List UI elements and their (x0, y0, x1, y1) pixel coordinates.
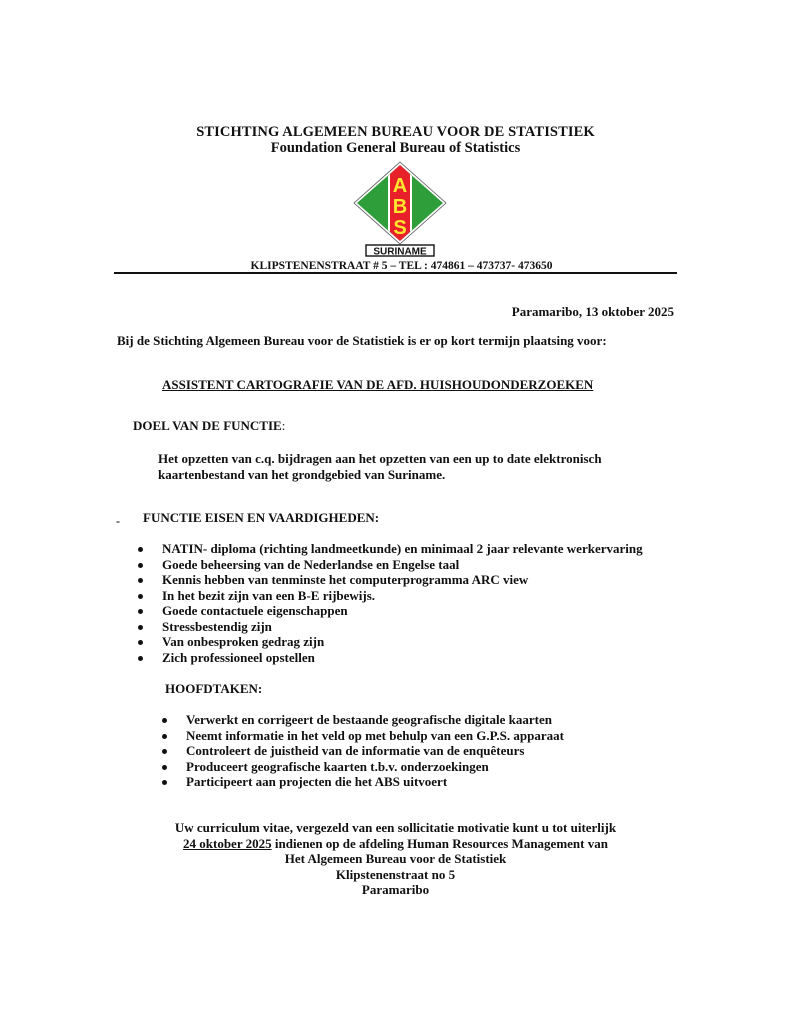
bullet-icon (162, 749, 167, 754)
task-item-text: Neemt informatie in het veld op met behulp van een G.P.S. apparaat (186, 727, 564, 743)
requirement-item-text: Goede contactuele eigenschappen (162, 603, 348, 618)
bullet-icon (138, 609, 143, 614)
requirement-item (162, 588, 643, 604)
requirement-item (162, 572, 643, 588)
requirement-item-text: Stressbestendig zijn (162, 618, 272, 634)
eisen-list (162, 541, 643, 665)
doel-heading-text: DOEL VAN DE FUNCTIE (133, 418, 282, 433)
closing-paragraph (0, 820, 791, 898)
requirement-item (162, 650, 643, 666)
doel-heading (133, 418, 285, 434)
logo-letter-b: B (392, 196, 408, 218)
organization-subtitle: Foundation General Bureau of Statistics (270, 140, 521, 156)
hoofdtaken-list (186, 712, 564, 790)
bullet-icon (138, 625, 143, 630)
task-item (186, 728, 564, 744)
intro-text: Bij de Stichting Algemeen Bureau voor de Statistiek is er op kort termijn plaatsing voor: (117, 333, 607, 348)
hoofdtaken-heading: HOOFDTAKEN: (165, 681, 263, 696)
bullet-icon (162, 718, 167, 723)
address-line: KLIPSTENENSTRAAT # 5 – TEL : 474861 – 473737- 473650 (250, 260, 553, 272)
doel-text: Het opzetten van c.q. bijdragen aan het opzetten van een up to date elektronisch kaartenbestand van het grondgebied van Suriname. (158, 451, 602, 482)
deadline-date: 24 oktober 2025 (183, 835, 272, 851)
bullet-icon (162, 765, 167, 770)
requirement-item (162, 634, 643, 650)
section-marker: - (116, 514, 120, 528)
abs-logo (350, 160, 450, 257)
requirement-item-text: Goede beheersing van de Nederlandse en Engelse taal (162, 556, 460, 572)
bullet-icon (138, 563, 143, 568)
task-item (186, 712, 564, 728)
task-item-text: Verwerkt en corrigeert de bestaande geografische digitale kaarten (186, 712, 552, 727)
job-title: ASSISTENT CARTOGRAFIE VAN DE AFD. HUISHOUDONDERZOEKEN (162, 377, 594, 392)
task-item (186, 759, 564, 775)
logo-caption: SURINAME (373, 246, 427, 257)
closing-line-4: Klipstenenstraat no 5 (335, 866, 456, 882)
requirement-item-text: NATIN- diploma (richting landmeetkunde) en minimaal 2 jaar relevante werkervaring (162, 541, 643, 556)
organization-title: STICHTING ALGEMEEN BUREAU VOOR DE STATISTIEK (196, 124, 595, 140)
bullet-icon (138, 578, 143, 583)
closing-line-2-text: indienen op de afdeling Human Resources Management van (271, 835, 608, 851)
task-item-text: Participeert aan projecten die het ABS uitvoert (186, 774, 448, 789)
logo-letter-s: S (393, 217, 407, 239)
eisen-heading: FUNCTIE EISEN EN VAARDIGHEDEN: (143, 510, 380, 525)
requirement-item-text: Zich professioneel opstellen (162, 649, 315, 665)
requirement-item-text: Kennis hebben van tenminste het computerprogramma ARC view (162, 572, 529, 587)
task-item (186, 774, 564, 790)
closing-line-3: Het Algemeen Bureau voor de Statistiek (284, 851, 507, 866)
requirement-item (162, 603, 643, 619)
bullet-icon (138, 656, 143, 661)
doel-heading-colon: : (281, 418, 286, 433)
bullet-icon (138, 594, 143, 599)
requirement-item (162, 541, 643, 557)
requirement-item-text: Van onbesproken gedrag zijn (162, 634, 325, 649)
bullet-icon (162, 734, 167, 739)
logo-letter-a: A (392, 175, 408, 197)
task-item (186, 743, 564, 759)
header-divider (114, 272, 677, 274)
task-item-text: Controleert de juistheid van de informatie van de enquêteurs (186, 743, 525, 758)
closing-line-5: Paramaribo (361, 882, 430, 897)
bullet-icon (138, 640, 143, 645)
bullet-icon (162, 780, 167, 785)
closing-line-2 (0, 836, 791, 852)
task-item-text: Produceert geografische kaarten t.b.v. onderzoekingen (186, 758, 489, 774)
letter-date: Paramaribo, 13 oktober 2025 (511, 304, 674, 319)
closing-line-1: Uw curriculum vitae, vergezeld van een sollicitatie motivatie kunt u tot uiterlijk (174, 820, 617, 835)
requirement-item (162, 619, 643, 635)
requirement-item-text: In het bezit zijn van een B-E rijbewijs. (162, 587, 376, 603)
requirement-item (162, 557, 643, 573)
bullet-icon (138, 547, 143, 552)
